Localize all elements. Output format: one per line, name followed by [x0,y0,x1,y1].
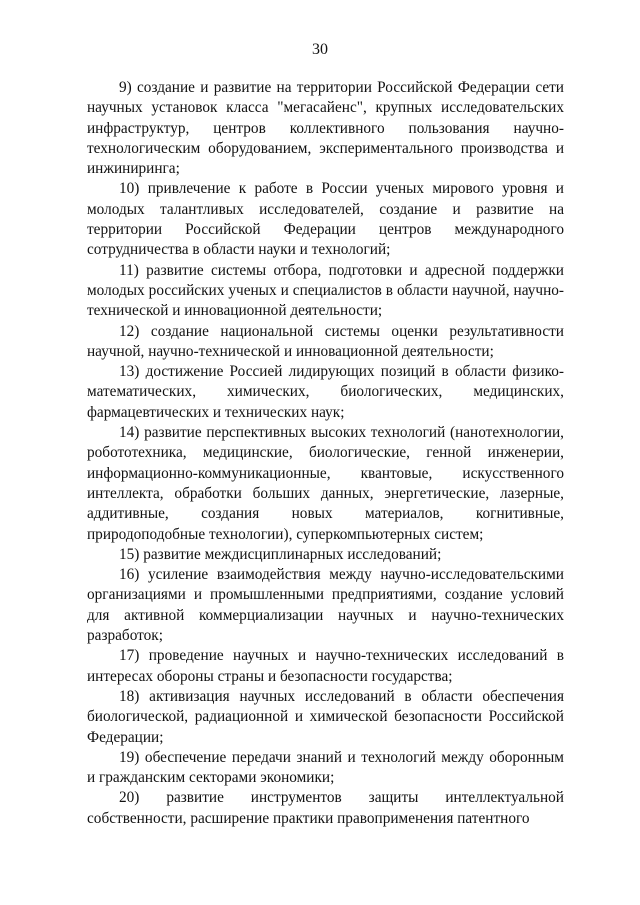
paragraph-item-16: 16) усиление взаимодействия между научно-исследовательскими организациями и промышленными предприятиями, создание условий для активной коммерциализации научных и научно-технических разработок; [87,566,564,645]
paragraph-item-18: 18) активизация научных исследований в области обеспечения биологической, радиационной и химической безопасности Российской Федерации; [87,687,564,746]
paragraph-item-12: 12) создание национальной системы оценки результативности научной, научно-технической и инновационной деятельности; [87,322,564,360]
page-number: 30 [312,41,328,58]
paragraph-item-9: 9) создание и развитие на территории Российской Федерации сети научных установок класса "мегасайенс", крупных исследовательских инфраструктур, центров коллективного пользования научно-технологическим оборудованием, экспериментального производства и инжиниринга; [87,79,564,178]
paragraph-item-14: 14) развитие перспективных высоких технологий (нанотехнологии, робототехника, медицинские, биологические, генной инженерии, информационно-коммуникационные, квантовые, искусственного интеллекта, обработки больших данных, энергетические, лазерные, аддитивные, создания новых материалов, когнитивные, природоподобные технологии), суперкомпьютерных систем; [87,424,564,543]
document-body [87,78,564,829]
paragraph-item-20: 20) развитие инструментов защиты интеллектуальной собственности, расширение практики правоприменения патентного [87,789,564,827]
paragraph-item-13: 13) достижение Россией лидирующих позиций в области физико-математических, химических, биологических, медицинских, фармацевтических и технических наук; [87,363,564,421]
paragraph-item-11: 11) развитие системы отбора, подготовки и адресной поддержки молодых российских ученых и специалистов в области научной, научно-технической и инновационной деятельности; [87,261,564,320]
paragraph-item-17: 17) проведение научных и научно-технических исследований в интересах обороны страны и безопасности государства; [87,647,564,685]
paragraph-item-15: 15) развитие междисциплинарных исследований; [119,545,442,563]
paragraph-item-19: 19) обеспечение передачи знаний и технологий между оборонным и гражданским секторами экономики; [87,748,564,787]
paragraph-item-10: 10) привлечение к работе в России ученых мирового уровня и молодых талантливых исследователей, создание и развитие на территории Российской Федерации центров международного сотрудничества в области науки и технологий; [87,180,564,259]
